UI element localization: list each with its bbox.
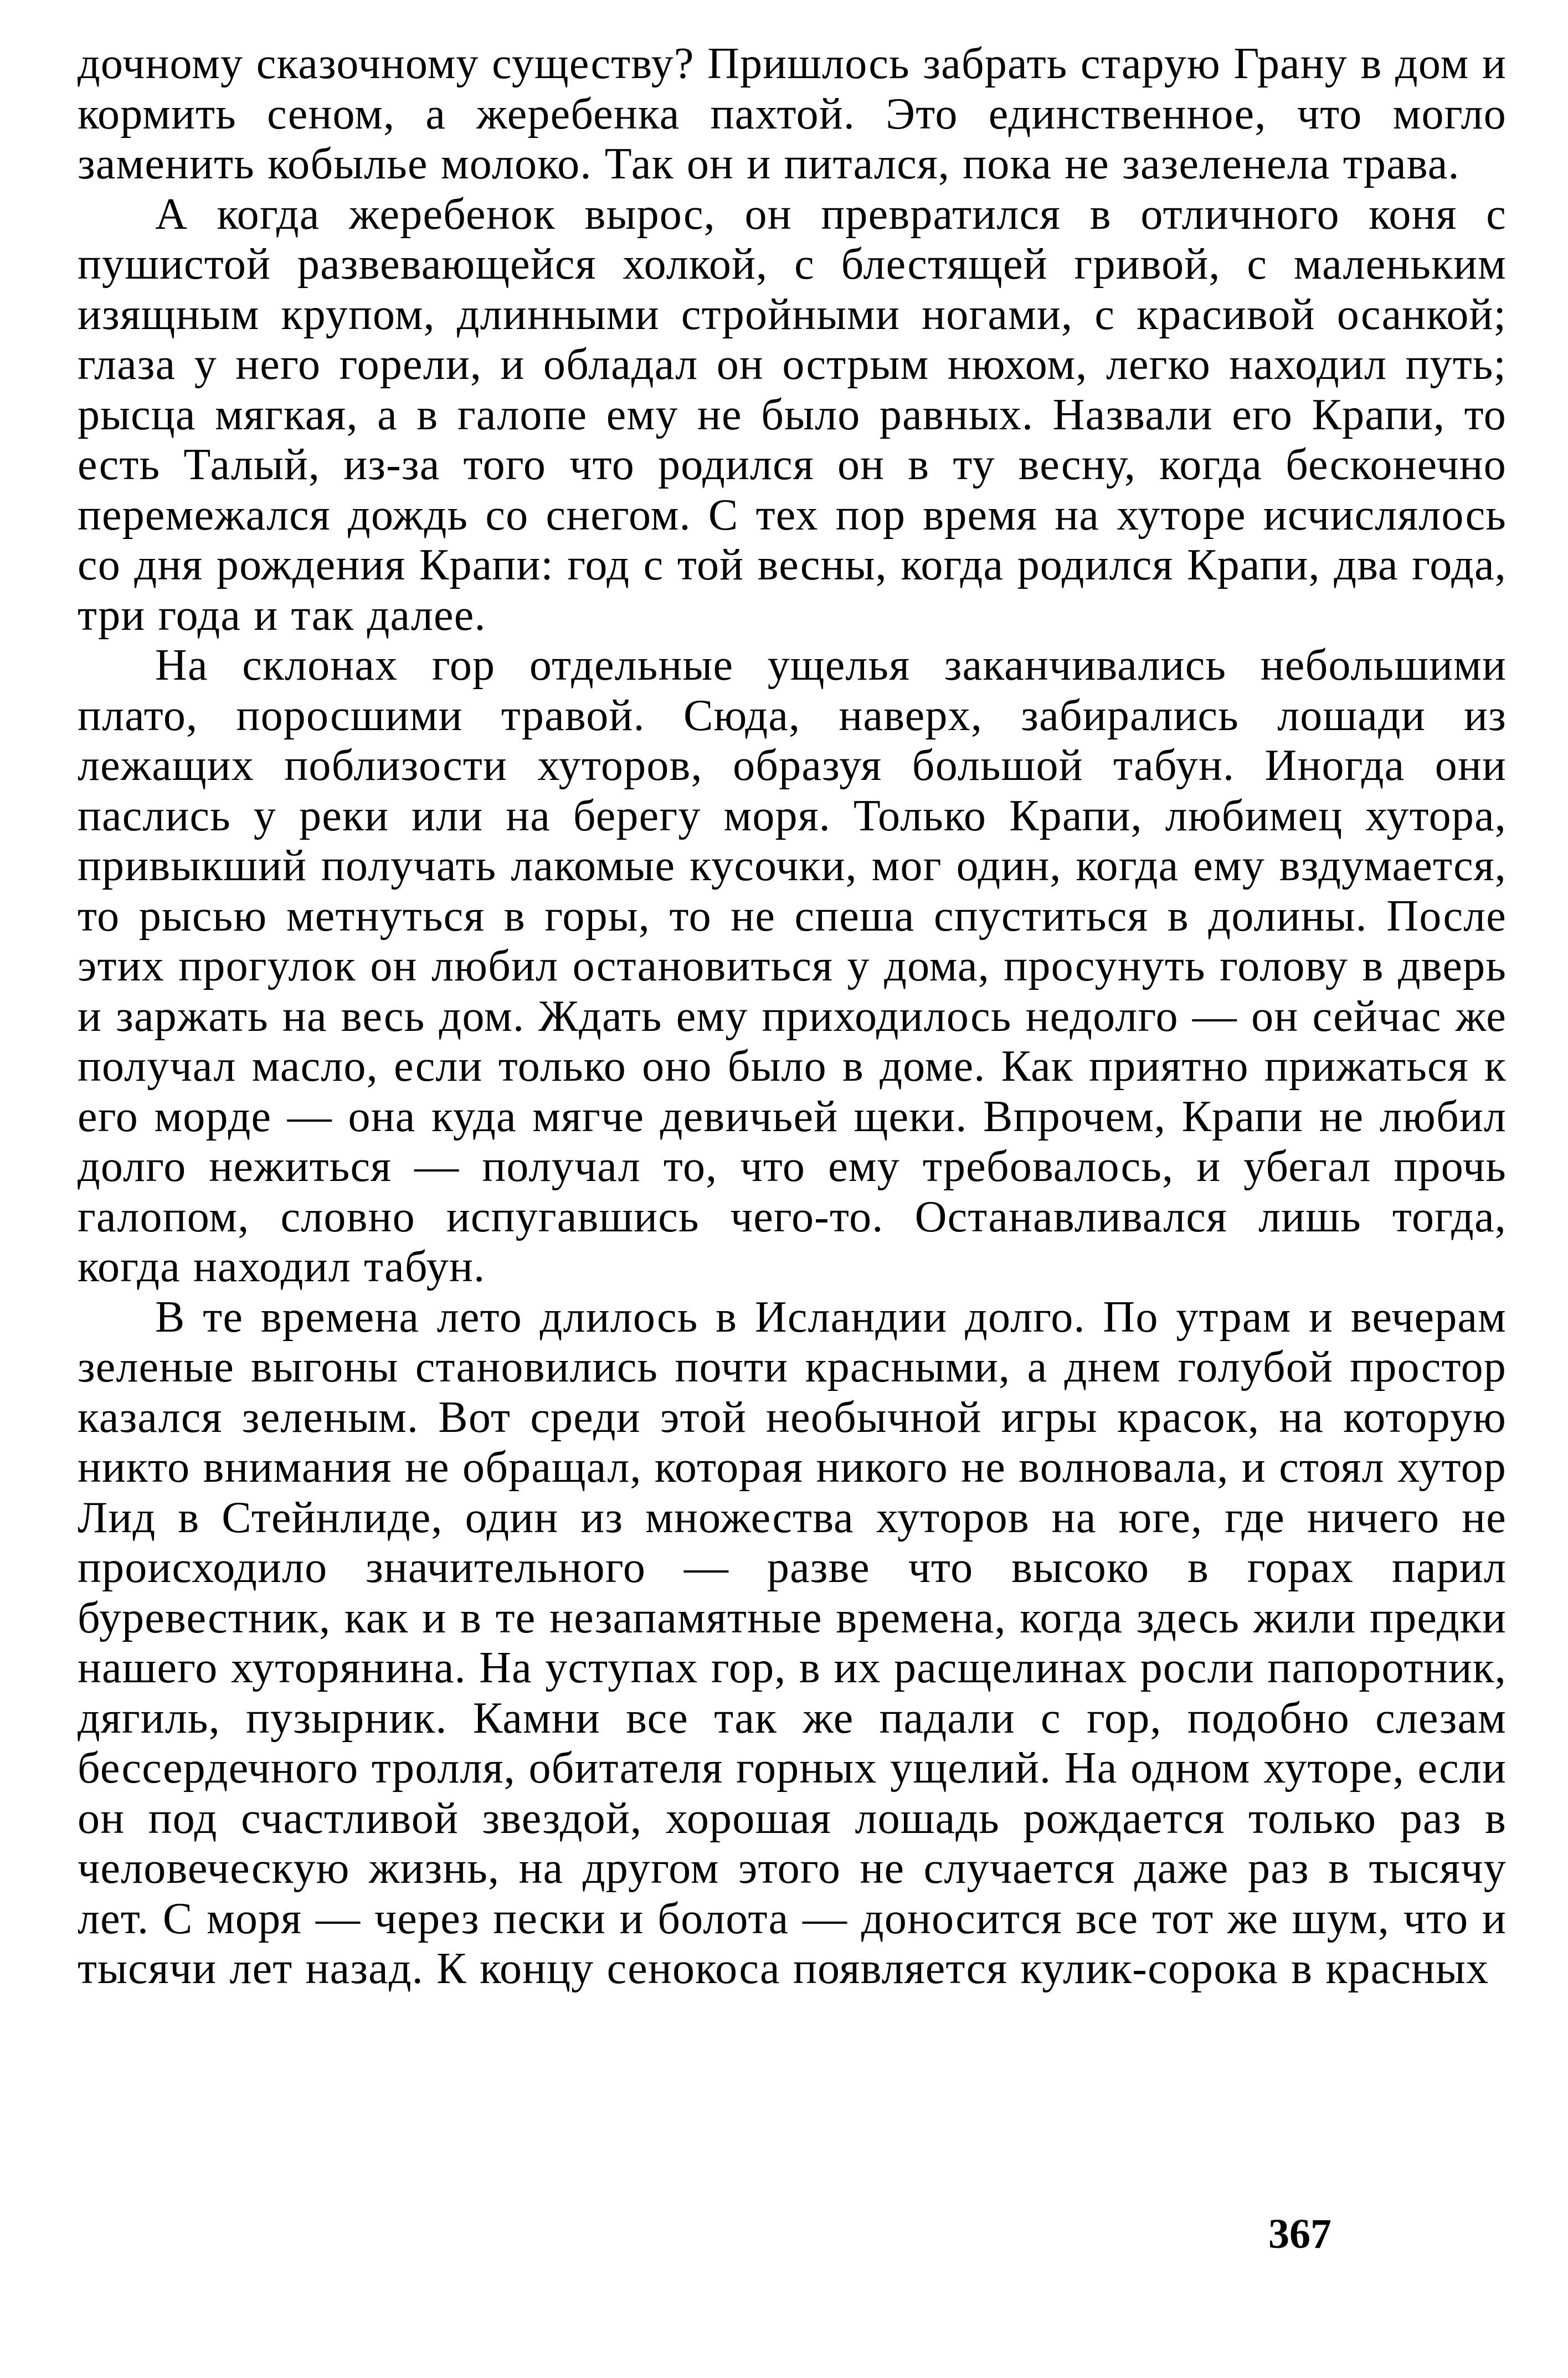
paragraph-mountain-plateaus: На склонах гор отдельные ущелья заканчивались небольшими плато, поросшими травой. Сюда, наверх, забирались лошади из лежащих поблизости хуторов, образуя большой табун. Иногда они паслись у реки или на берегу моря. Только Крапи, любимец хутора, привыкший получать лакомые кусочки, мог один, когда ему вздумается, то рысью метнуться в горы, то не спеша спуститься в долины. После этих прогулок он любил остановиться у дома, просунуть голову в дверь и заржать на весь дом. Ждать ему приходилось недолго — он сейчас же получал масло, если только оно было в доме. Как приятно прижаться к его морде — она куда мягче девичьей щеки. Впрочем, Крапи не любил долго нежиться — получал то, что ему требовалось, и убегал прочь галопом, словно испугавшись чего-то. Останавливался лишь тогда, когда находил табун. <box>78 641 1507 1291</box>
paragraph-colt-grows: А когда жеребенок вырос, он превратился в отличного коня с пушистой развевающейся холкой, с блестящей гривой, с маленьким изящным крупом, длинными стройными ногами, с красивой осанкой; глаза у него горели, и обладал он острым нюхом, легко находил путь; рысца мягкая, а в галопе ему не было равных. Назвали его Крапи, то есть Талый, из-за того что родился он в ту весну, когда бесконечно перемежался дождь со снегом. С тех пор время на хуторе исчислялось со дня рождения Крапи: год с той весны, когда родился Крапи, два года, три года и так далее. <box>78 189 1507 640</box>
page-number: 367 <box>1268 2211 1331 2257</box>
paragraph-summer-in-iceland: В те времена лето длилось в Исландии долго. По утрам и вечерам зеленые выгоны становились почти красными, а днем голубой простор казался зеленым. Вот среди этой необычной игры красок, на которую никто внимания не обращал, которая никого не волновала, и стоял хутор Лид в Стейнлиде, один из множества хуторов на юге, где ничего не происходило значительного — разве что высоко в горах парил буревестник, как и в те незапамятные времена, когда здесь жили предки нашего хуторянина. На уступах гор, в их расщелинах росли папоротник, дягиль, пузырник. Камни все так же падали с гор, подобно слезам бессердечного тролля, обитателя горных ущелий. На одном хуторе, если он под счастливой звездой, хорошая лошадь рождается только раз в человеческую жизнь, на другом этого не случается даже раз в тысячу лет. С моря — через пески и болота — доносится все тот же шум, что и тысячи лет назад. К концу сенокоса появляется кулик-сорока в красных <box>78 1292 1507 1993</box>
paragraph-continued: дочному сказочному существу? Пришлось забрать старую Грану в дом и кормить сеном, а жеребенка пахтой. Это единственное, что могло заменить кобылье молоко. Так он и питался, пока не зазеленела трава. <box>78 39 1507 188</box>
body-text <box>78 39 1507 1994</box>
